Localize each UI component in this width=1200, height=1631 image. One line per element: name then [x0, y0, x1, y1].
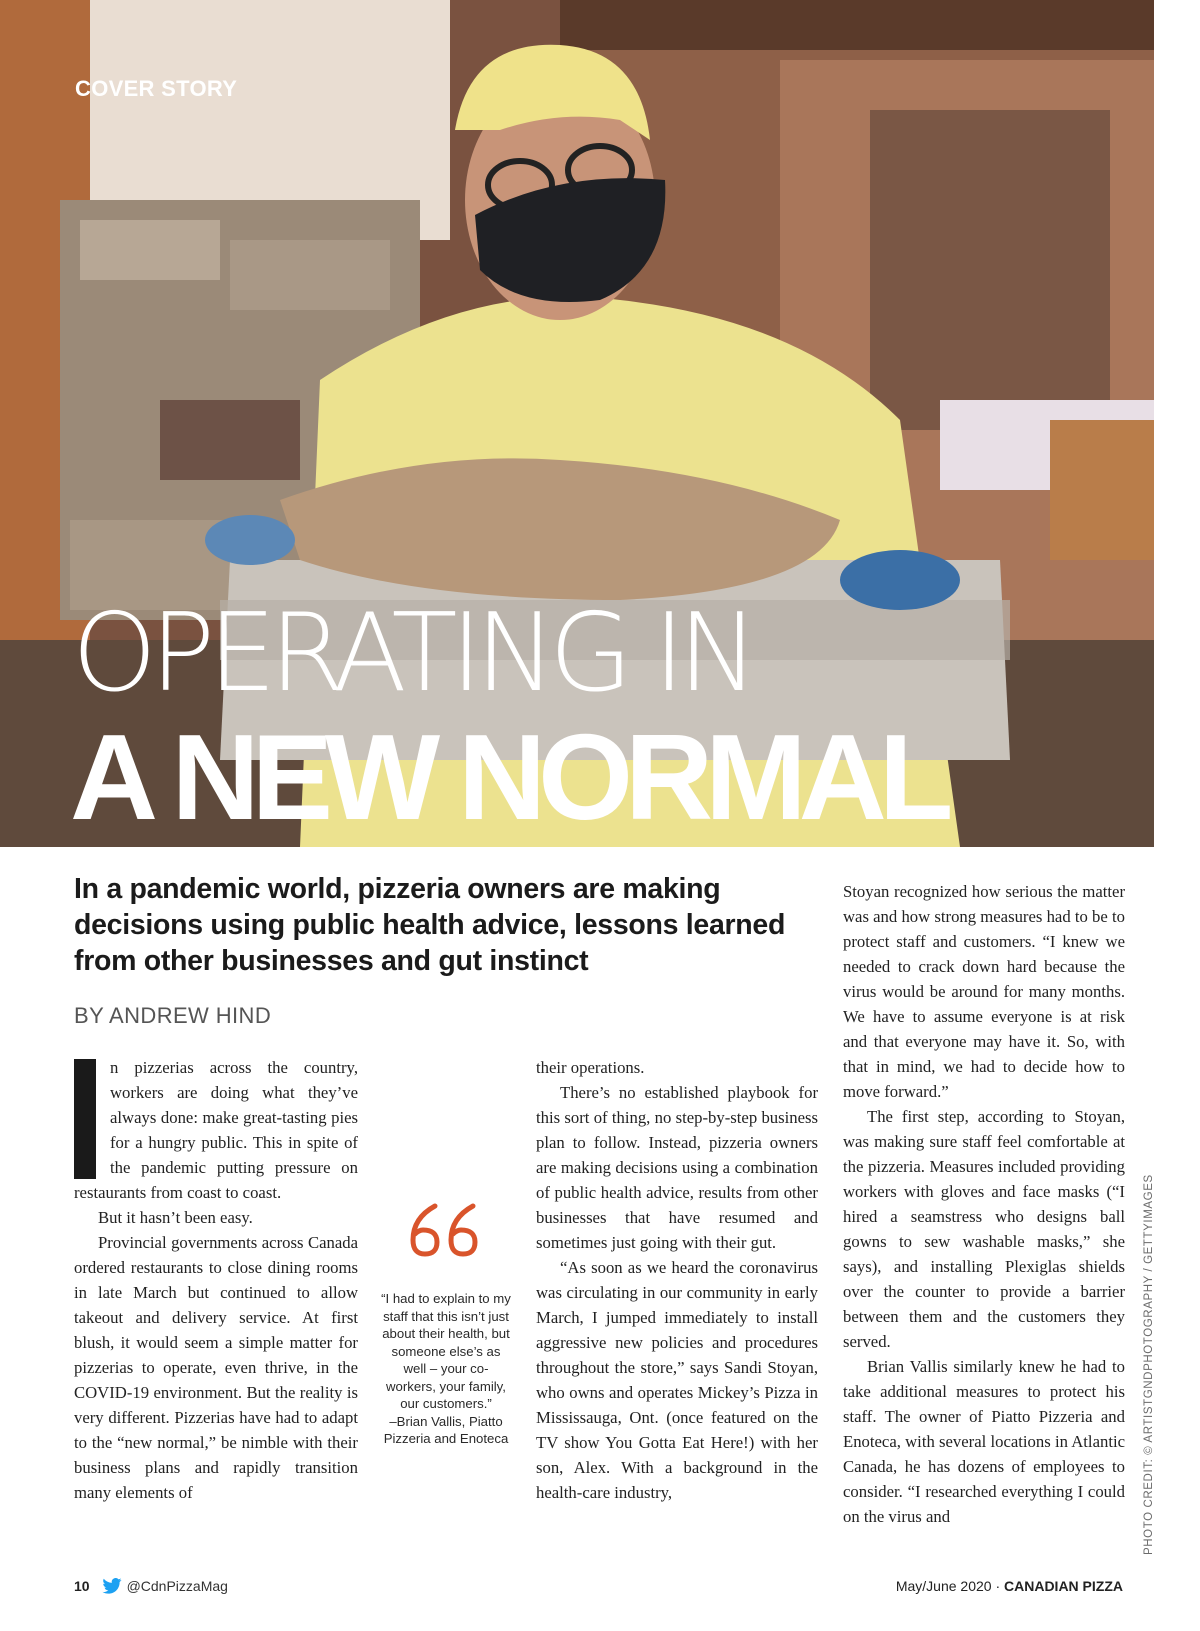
body-column-2 — [536, 1055, 818, 1505]
issue-date: May/June 2020 · — [895, 1578, 1004, 1594]
body-paragraph: But it hasn’t been easy. — [98, 1208, 253, 1227]
pull-quote-text: “I had to explain to my staff that this isn’t just about their health, but someone else’s as well – your co-workers, your family, our customers.” — [381, 1291, 511, 1411]
headline-line-1: OPERATING IN — [72, 591, 752, 716]
footer-right — [896, 1578, 1123, 1594]
body-paragraph: their operations. — [536, 1058, 645, 1077]
section-kicker: COVER STORY — [75, 76, 238, 101]
body-paragraph: Brian Vallis similarly knew he had to take additional measures to protect his staff. The owner of Piatto Pizzeria and Enoteca, with several locations in Atlantic Canada, he has dozens of employees to consider. “I researched everything I could on the virus and — [843, 1357, 1125, 1526]
body-paragraph: n pizzerias across the country, workers are doing what they’ve always done: make great-tasting pies for a hungry public. This in spite of the pandemic putting pressure on restaurants from coast to coast. — [74, 1058, 358, 1202]
body-column-3 — [843, 879, 1125, 1529]
footer-left — [74, 1578, 228, 1594]
drop-cap — [74, 1059, 96, 1179]
body-paragraph: Provincial governments across Canada ordered restaurants to close dining rooms in late March but continued to allow takeout and delivery service. At first blush, it would seem a simple matter for pizzerias to operate, even thrive, in the COVID-19 environment. But the reality is very different. Pizzerias have had to adapt to the “new normal,” be nimble with their business plans and rapidly transition many elements of — [74, 1233, 358, 1502]
photo-credit: PHOTO CREDIT: © ARTISTGNDPHOTOGRAPHY / GETTYIMAGES — [1143, 1174, 1155, 1555]
hero-photo — [0, 0, 1154, 847]
pull-quote-attribution: –Brian Vallis, Piatto Pizzeria and Enoteca — [383, 1413, 509, 1446]
byline: BY ANDREW HIND — [74, 1003, 272, 1028]
body-paragraph: There’s no established playbook for this sort of thing, no step-by-step business plan to follow. Instead, pizzeria owners are making decisions using a combination of public health advice, results from other businesses that have resumed and sometimes just going with their gut. — [536, 1083, 818, 1252]
twitter-icon — [102, 1578, 122, 1594]
body-paragraph: Stoyan recognized how serious the matter was and how strong measures had to be to protect staff and customers. “I knew we needed to crack down hard because the virus would be around for many months. We have to assume everyone is at risk and that everyone may have it. So, with that in mind, we had to decide how to move forward.” — [843, 882, 1125, 1101]
magazine-name: CANADIAN PIZZA — [1004, 1578, 1123, 1594]
quote-mark-icon — [405, 1200, 483, 1260]
headline-line-2: A NEW NORMAL — [70, 709, 946, 845]
page-number: 10 — [74, 1578, 90, 1594]
article-deck: In a pandemic world, pizzeria owners are making decisions using public health advice, lessons learned from other businesses and gut instinct — [74, 873, 786, 977]
body-paragraph: “As soon as we heard the coronavirus was circulating in our community in early March, I jumped immediately to install aggressive new policies and procedures throughout the store,” says Sandi Stoyan, who owns and operates Mickey’s Pizza in Mississauga, Ont. (once featured on the TV show You Gotta Eat Here!) with her son, Alex. With a background in the health-care industry, — [536, 1258, 818, 1502]
pull-quote — [381, 1290, 511, 1448]
body-paragraph: The first step, according to Stoyan, was making sure staff feel comfortable at the pizzeria. Measures included providing workers with gloves and face masks (“I hired a seamstress who designs ball gowns to sew washable masks,” she says), and installing Plexiglas shields over the counter to provide a barrier between them and the customers they served. — [843, 1107, 1125, 1351]
body-column-1 — [74, 1055, 358, 1505]
twitter-handle[interactable]: @CdnPizzaMag — [126, 1578, 228, 1594]
